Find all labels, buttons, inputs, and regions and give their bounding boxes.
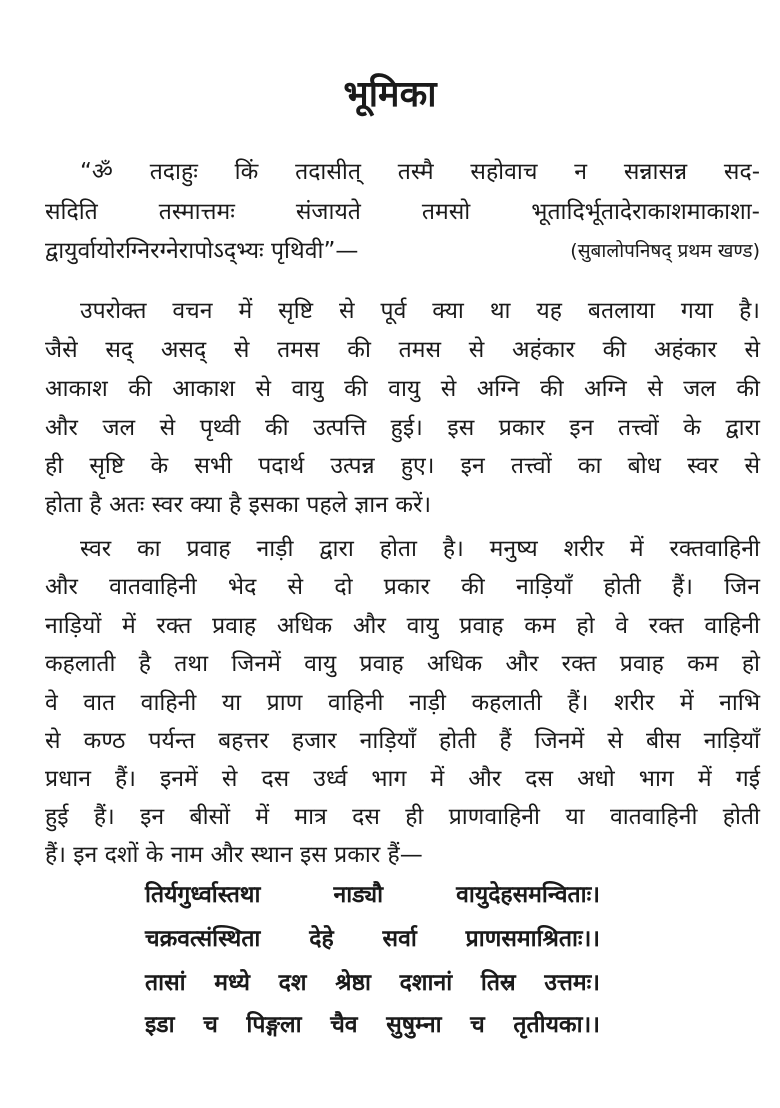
paragraph-line: कहलाती है तथा जिनमें वायु प्रवाह अधिक और रक्त प्रवाह कम हो [45, 651, 760, 677]
paragraph-line: आकाश की आकाश से वायु की वायु से अग्नि की अग्नि से जल की [45, 376, 760, 402]
page-title: भूमिका [343, 74, 437, 115]
quote-line: द्वायुर्वायोरग्निरग्नेरापोऽद्भ्यः पृथिवी”— [45, 238, 359, 264]
quote-citation: (सुबालोपनिषद् प्रथम खण्ड) [570, 240, 760, 262]
paragraph-line: स्वर का प्रवाह नाड़ी द्वारा होता है। मनुष्य शरीर में रक्तवाहिनी [80, 536, 760, 562]
verse-line: इडा च पिङ्गला चैव सुषुम्ना च तृतीयका।। [145, 1012, 600, 1038]
paragraph-line: हुई हैं। इन बीसों में मात्र दस ही प्राणवाहिनी या वातवाहिनी होती [45, 804, 760, 830]
paragraph-line: प्रधान हैं। इनमें से दस उर्ध्व भाग में और दस अधो भाग में गई [45, 766, 760, 792]
verse-line: तिर्यगुर्ध्वास्तथा नाड्यौ वायुदेहसमन्विताः। [145, 882, 600, 908]
verse-line: चक्रवत्संस्थिता देहे सर्वा प्राणसमाश्रिताः।। [145, 926, 600, 952]
paragraph-line: वे वात वाहिनी या प्राण वाहिनी नाड़ी कहलाती हैं। शरीर में नाभि [45, 690, 760, 716]
paragraph-line: और वातवाहिनी भेद से दो प्रकार की नाड़ियाँ होती हैं। जिन [45, 574, 760, 600]
paragraph-line: हैं। इन दशों के नाम और स्थान इस प्रकार हैं— [45, 842, 423, 868]
paragraph-line: जैसे सद् असद् से तमस की तमस से अहंकार की अहंकार से [45, 337, 760, 363]
paragraph-line: ही सृष्टि के सभी पदार्थ उत्पन्न हुए। इन तत्त्वों का बोध स्वर से [45, 453, 760, 479]
paragraph-line: से कण्ठ पर्यन्त बहत्तर हजार नाड़ियाँ होती हैं जिनमें से बीस नाड़ियाँ [45, 728, 760, 754]
paragraph-line: उपरोक्त वचन में सृष्टि से पूर्व क्या था यह बतलाया गया है। [80, 298, 760, 324]
quote-line: सदिति तस्मात्तमः संजायते तमसो भूतादिर्भूतादेराकाशमाकाशा- [45, 199, 760, 225]
quote-line: “ॐ तदाहुः किं तदासीत् तस्मै सहोवाच न सन्नासन्न सद- [80, 159, 760, 185]
paragraph-line: होता है अतः स्वर क्या है इसका पहले ज्ञान करें। [45, 492, 432, 518]
quote-line-last [45, 236, 760, 266]
paragraph-line: नाड़ियों में रक्त प्रवाह अधिक और वायु प्रवाह कम हो वे रक्त वाहिनी [45, 613, 760, 639]
verse-line: तासां मध्ये दश श्रेष्ठा दशानां तिस्र उत्तमः। [145, 970, 600, 996]
paragraph-line: और जल से पृथ्वी की उत्पत्ति हुई। इस प्रकार इन तत्त्वों के द्वारा [45, 415, 760, 441]
